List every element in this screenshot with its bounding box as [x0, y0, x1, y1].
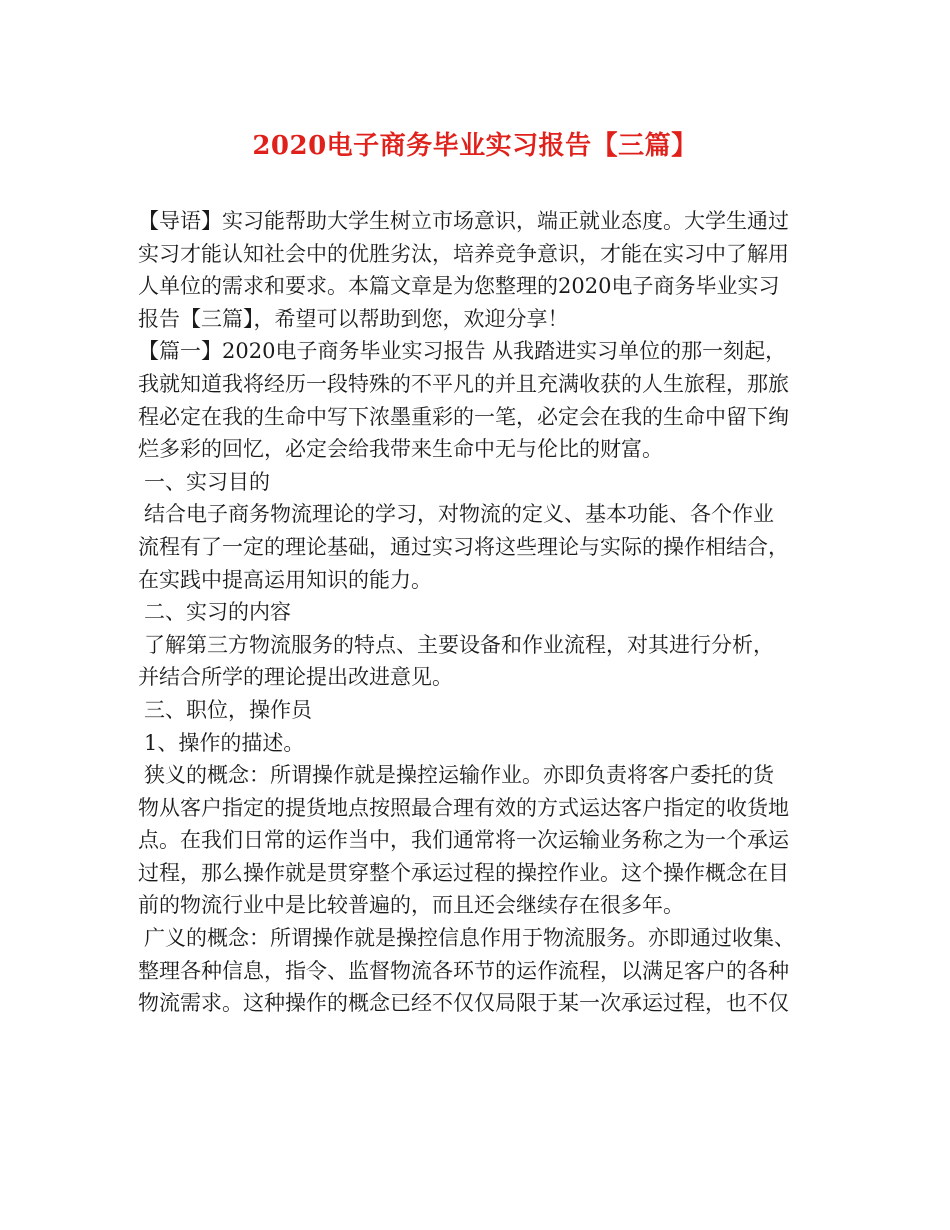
- paragraph-line: 【导语】实习能帮助大学生树立市场意识，端正就业态度。大学生通过: [138, 209, 789, 233]
- section-heading: 二、实习的内容: [144, 600, 291, 625]
- paragraph-line: 程必定在我的生命中写下浓墨重彩的一笔，必定会在我的生命中留下绚: [138, 404, 789, 429]
- document-title: 2020电子商务毕业实习报告【三篇】: [252, 131, 698, 161]
- paragraph-line: 整理各种信息，指令、监督物流各环节的运作流程，以满足客户的各种: [138, 958, 789, 983]
- subsection-heading: 1、操作的描述。: [144, 730, 305, 755]
- paragraph-line: 前的物流行业中是比较普遍的，而且还会继续存在很多年。: [138, 893, 684, 918]
- document-body: [138, 205, 828, 1020]
- paragraph-line: 烂多彩的回忆，必定会给我带来生命中无与伦比的财富。: [138, 437, 663, 462]
- paragraph-line: 广义的概念：所谓操作就是操控信息作用于物流服务。亦即通过收集、: [144, 926, 795, 951]
- paragraph-line: 我就知道我将经历一段特殊的不平凡的并且充满收获的人生旅程，那旅: [138, 371, 789, 396]
- section-heading: 一、实习目的: [144, 469, 270, 494]
- paragraph-line: 并结合所学的理论提出改进意见。: [138, 665, 453, 690]
- paragraph-line: 人单位的需求和要求。本篇文章是为您整理的2020电子商务毕业实习: [138, 274, 780, 299]
- paragraph-line: 了解第三方物流服务的特点、主要设备和作业流程，对其进行分析，: [144, 632, 774, 657]
- paragraph-line: 狭义的概念：所谓操作就是操控运输作业。亦即负责将客户委托的货: [144, 763, 774, 788]
- paragraph-line: 在实践中提高运用知识的能力。: [138, 567, 432, 592]
- paragraph-line: 【篇一】2020电子商务毕业实习报告 从我踏进实习单位的那一刻起，: [138, 339, 787, 364]
- paragraph-line: 结合电子商务物流理论的学习，对物流的定义、基本功能、各个作业: [144, 502, 774, 527]
- paragraph-line: 物从客户指定的提货地点按照最合理有效的方式运达客户指定的收货地: [138, 795, 789, 820]
- paragraph-line: 报告【三篇】，希望可以帮助到您，欢迎分享！: [138, 306, 569, 331]
- paragraph-line: 实习才能认知社会中的优胜劣汰，培养竞争意识，才能在实习中了解用: [138, 241, 789, 266]
- section-heading: 三、职位，操作员: [144, 697, 312, 722]
- paragraph-line: 流程有了一定的理论基础，通过实习将这些理论与实际的操作相结合，: [138, 534, 789, 559]
- paragraph-line: 过程，那么操作就是贯穿整个承运过程的操控作业。这个操作概念在目: [138, 860, 789, 885]
- paragraph-line: 点。在我们日常的运作当中，我们通常将一次运输业务称之为一个承运: [138, 828, 789, 853]
- paragraph-line: 物流需求。这种操作的概念已经不仅仅局限于某一次承运过程，也不仅: [138, 991, 789, 1016]
